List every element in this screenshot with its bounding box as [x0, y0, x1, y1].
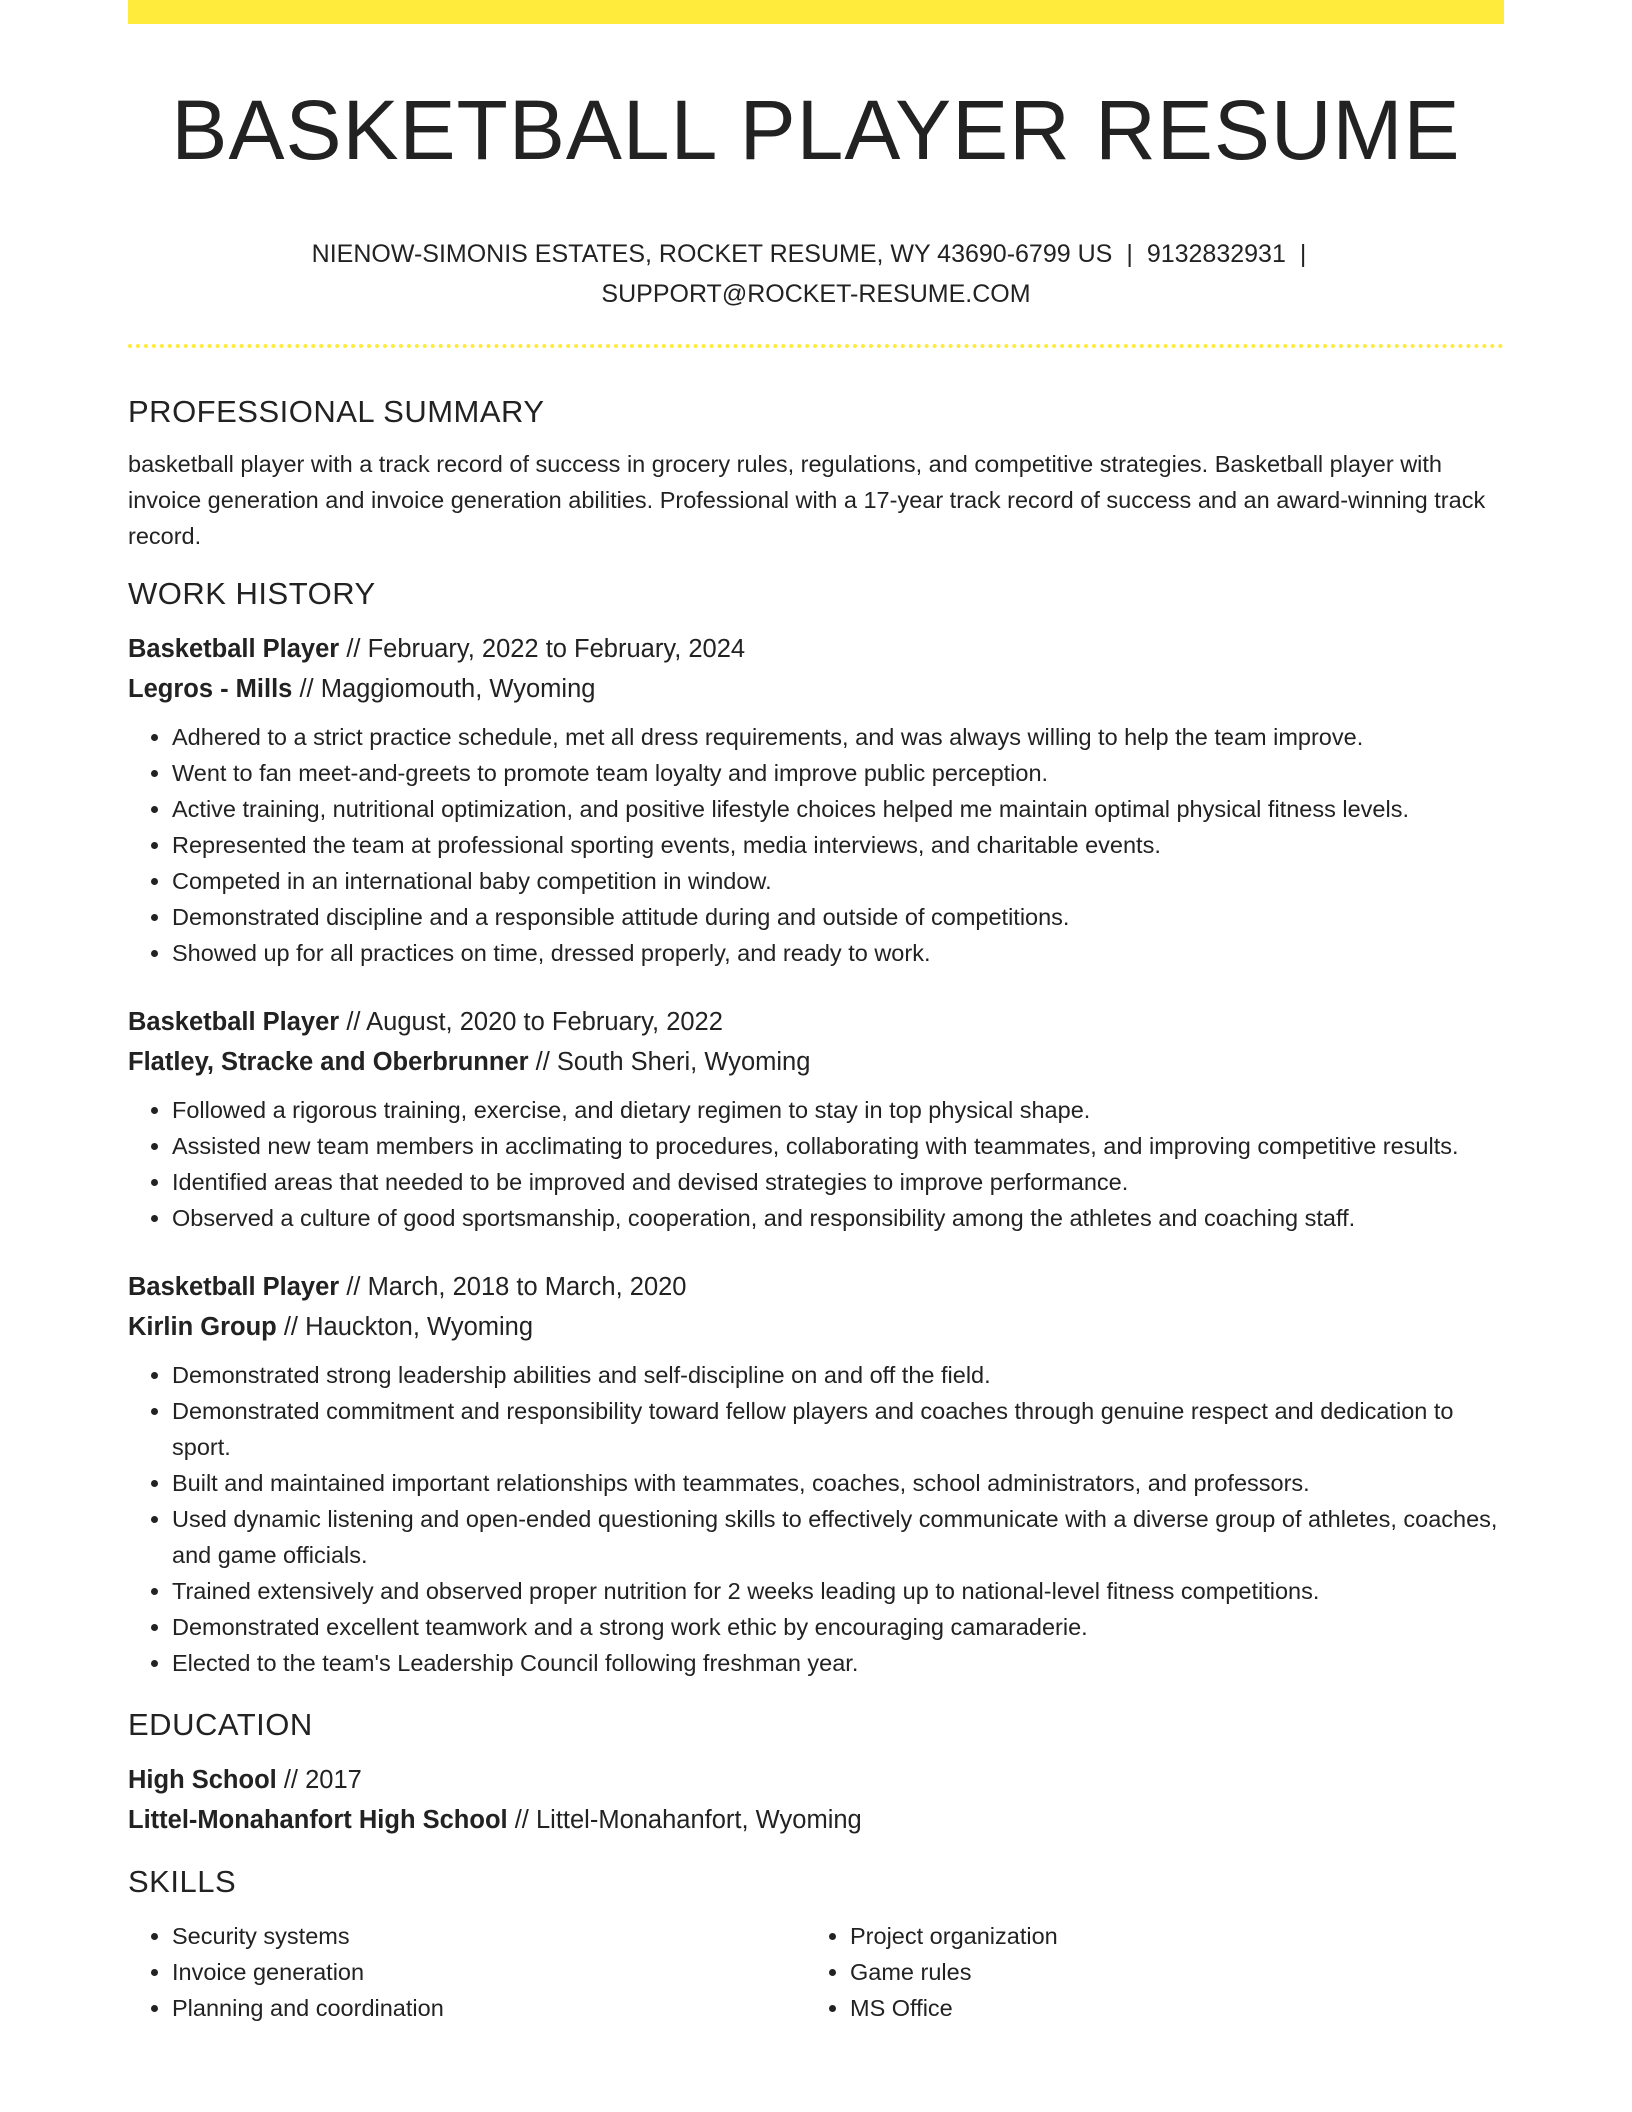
education-school-line — [128, 1801, 1504, 1841]
list-item: • Competed in an international baby competition in window. — [172, 863, 1504, 899]
list-item: • Used dynamic listening and open-ended questioning skills to effectively communicate with a diverse group of athletes, coaches, and game officials. — [172, 1501, 1504, 1573]
list-item: • Represented the team at professional sporting events, media interviews, and charitable events. — [172, 827, 1504, 863]
job-role: Basketball Player — [128, 1008, 340, 1036]
list-item: • Showed up for all practices on time, dressed properly, and ready to work. — [172, 935, 1504, 971]
job-title-line — [128, 630, 1504, 670]
job-dates: // March, 2018 to March, 2020 — [346, 1273, 687, 1301]
education-entry — [128, 1761, 1504, 1840]
contact-address: NIENOW-SIMONIS ESTATES, ROCKET RESUME, WY 43690-6799 US — [311, 240, 1113, 268]
job-company: Legros - Mills — [128, 674, 293, 703]
list-item: • Active training, nutritional optimization, and positive lifestyle choices helped me maintain optimal physical fitness levels. — [172, 791, 1504, 827]
contact-info — [128, 234, 1504, 314]
job-dates: // February, 2022 to February, 2024 — [346, 635, 746, 663]
job-duties — [128, 1092, 1504, 1236]
job-location: // Hauckton, Wyoming — [283, 1312, 534, 1341]
skill-item: • Invoice generation — [172, 1954, 806, 1990]
skill-item: • Security systems — [172, 1918, 806, 1954]
job-company-line — [128, 670, 1504, 710]
skill-item: • Planning and coordination — [172, 1990, 806, 2026]
skill-item: • Game rules — [850, 1954, 1484, 1990]
job-entry — [128, 1268, 1504, 1681]
education-degree-line — [128, 1761, 1504, 1801]
education-location: // Littel-Monahanfort, Wyoming — [514, 1805, 862, 1834]
summary-text: basketball player with a track record of success in grocery rules, regulations, and competitive strategies. Basketball player with invoice generation and invoice generation abilities. Professional with a 17-year track record of success and an award-winning track record. — [128, 451, 1486, 549]
job-entry — [128, 1003, 1504, 1236]
job-location: // South Sheri, Wyoming — [535, 1047, 811, 1076]
list-item: • Trained extensively and observed proper nutrition for 2 weeks leading up to national-level fitness competitions. — [172, 1573, 1504, 1609]
skill-item: • MS Office — [850, 1990, 1484, 2026]
top-accent-bar — [128, 0, 1504, 24]
list-item: • Elected to the team's Leadership Council following freshman year. — [172, 1645, 1504, 1681]
list-item: • Assisted new team members in acclimating to procedures, collaborating with teammates, and improving competitive results. — [172, 1128, 1504, 1164]
list-item: • Built and maintained important relationships with teammates, coaches, school administrators, and professors. — [172, 1465, 1504, 1501]
education-degree: High School — [128, 1766, 277, 1794]
list-item: • Followed a rigorous training, exercise, and dietary regimen to stay in top physical shape. — [172, 1092, 1504, 1128]
list-item: • Adhered to a strict practice schedule, met all dress requirements, and was always willing to help the team improve. — [172, 719, 1504, 755]
skills-heading: SKILLS — [128, 1864, 237, 1899]
dotted-divider — [128, 344, 1504, 348]
education-heading: EDUCATION — [128, 1707, 313, 1742]
work-history-heading: WORK HISTORY — [128, 576, 376, 611]
job-entry — [128, 630, 1504, 971]
job-company: Kirlin Group — [128, 1312, 277, 1341]
contact-phone: 9132832931 — [1146, 240, 1286, 268]
job-dates: // August, 2020 to February, 2022 — [346, 1008, 723, 1036]
contact-email[interactable]: SUPPORT@ROCKET-RESUME.COM — [601, 280, 1031, 308]
list-item: • Demonstrated commitment and responsibility toward fellow players and coaches through genuine respect and dedication to sport. — [172, 1393, 1504, 1465]
skills-column-left — [128, 1918, 806, 2026]
job-duties — [128, 1357, 1504, 1681]
skill-item: • Project organization — [850, 1918, 1484, 1954]
job-role: Basketball Player — [128, 1273, 340, 1301]
education-year: // 2017 — [283, 1766, 362, 1794]
job-title-line — [128, 1268, 1504, 1308]
job-company-line — [128, 1308, 1504, 1348]
job-title-line — [128, 1003, 1504, 1043]
job-location: // Maggiomouth, Wyoming — [299, 674, 596, 703]
job-role: Basketball Player — [128, 635, 340, 663]
list-item: • Demonstrated excellent teamwork and a strong work ethic by encouraging camaraderie. — [172, 1609, 1504, 1645]
job-company: Flatley, Stracke and Oberbrunner — [128, 1047, 529, 1076]
page-title: BASKETBALL PLAYER RESUME — [171, 83, 1461, 177]
job-duties — [128, 719, 1504, 971]
skills-column-right — [806, 1918, 1484, 2026]
list-item: • Demonstrated strong leadership abilities and self-discipline on and off the field. — [172, 1357, 1504, 1393]
resume-body — [128, 386, 1504, 2026]
list-item: • Demonstrated discipline and a responsible attitude during and outside of competitions. — [172, 899, 1504, 935]
job-company-line — [128, 1043, 1504, 1083]
list-item: • Identified areas that needed to be improved and devised strategies to improve performance. — [172, 1164, 1504, 1200]
summary-heading: PROFESSIONAL SUMMARY — [128, 394, 545, 429]
contact-separator: | — [1126, 240, 1133, 268]
skills-list — [128, 1918, 1504, 2026]
list-item: • Went to fan meet-and-greets to promote team loyalty and improve public perception. — [172, 755, 1504, 791]
list-item: • Observed a culture of good sportsmanship, cooperation, and responsibility among the athletes and coaching staff. — [172, 1200, 1504, 1236]
education-school: Littel-Monahanfort High School — [128, 1805, 508, 1834]
contact-separator: | — [1299, 240, 1307, 268]
